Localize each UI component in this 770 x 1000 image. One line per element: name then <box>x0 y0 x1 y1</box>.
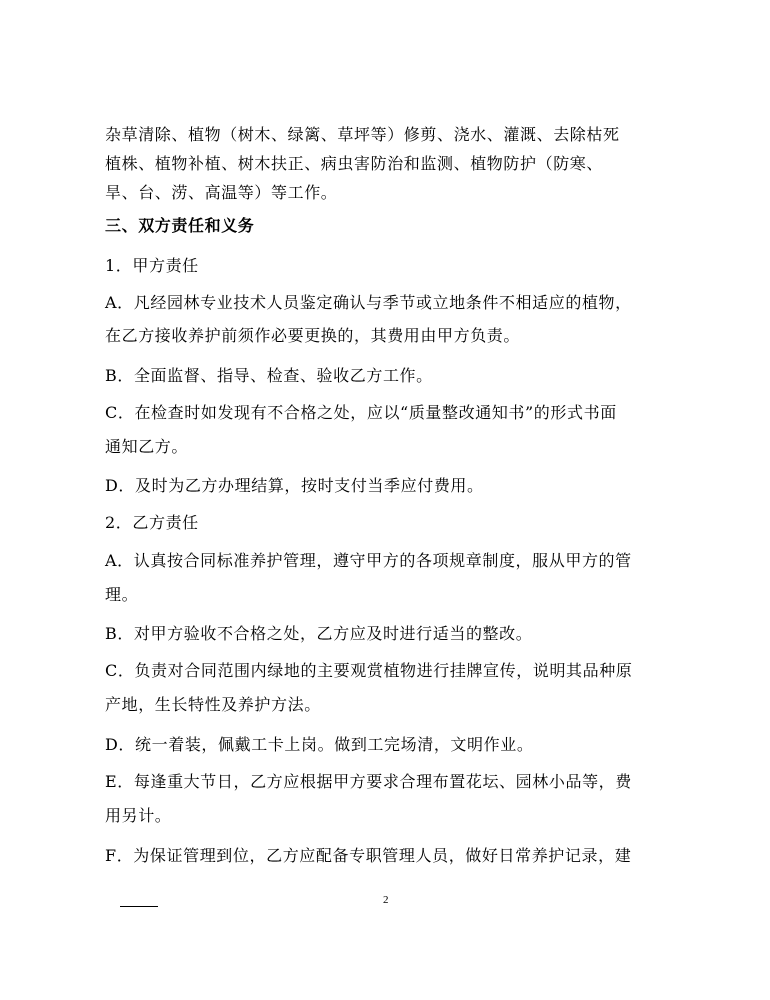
body-line: B．对甲方验收不合格之处，乙方应及时进行适当的整改。 <box>105 624 533 643</box>
subsection-heading: 2．乙方责任 <box>105 513 199 532</box>
body-line: 在乙方接收养护前须作必要更换的，其费用由甲方负责。 <box>105 326 521 345</box>
body-line: F．为保证管理到位，乙方应配备专职管理人员，做好日常养护记录，建 <box>105 846 632 865</box>
body-line: A．凡经园林专业技术人员鉴定确认与季节或立地条件不相适应的植物， <box>105 293 632 312</box>
body-line: D．及时为乙方办理结算，按时支付当季应付费用。 <box>105 476 484 495</box>
body-line: 理。 <box>105 585 139 604</box>
page-number: 2 <box>383 894 389 906</box>
footer-rule <box>120 906 158 907</box>
body-line: 植株、植物补植、树木扶正、病虫害防治和监测、植物防护（防寒、 <box>105 154 604 173</box>
body-line: C．在检查时如发现有不合格之处，应以“质量整改通知书”的形式书面 <box>105 403 617 422</box>
section-heading: 三、双方责任和义务 <box>105 216 255 235</box>
body-line: 旱、台、涝、高温等）等工作。 <box>105 183 338 202</box>
body-line: C．负责对合同范围内绿地的主要观赏植物进行挂牌宣传，说明其品种原 <box>105 661 633 680</box>
body-line: 用另计。 <box>105 806 172 825</box>
body-line: E．每逢重大节日，乙方应根据甲方要求合理布置花坛、园林小品等，费 <box>105 772 632 791</box>
body-line: 杂草清除、植物（树木、绿篱、草坪等）修剪、浇水、灌溉、去除枯死 <box>105 125 620 144</box>
body-line: D．统一着装，佩戴工卡上岗。做到工完场清，文明作业。 <box>105 735 534 754</box>
body-line: 产地，生长特性及养护方法。 <box>105 695 321 714</box>
subsection-heading: 1．甲方责任 <box>105 256 199 275</box>
body-line: A．认真按合同标准养护管理，遵守甲方的各项规章制度，服从甲方的管 <box>105 551 632 570</box>
body-line: 通知乙方。 <box>105 437 189 456</box>
body-line: B．全面监督、指导、检查、验收乙方工作。 <box>105 366 433 385</box>
